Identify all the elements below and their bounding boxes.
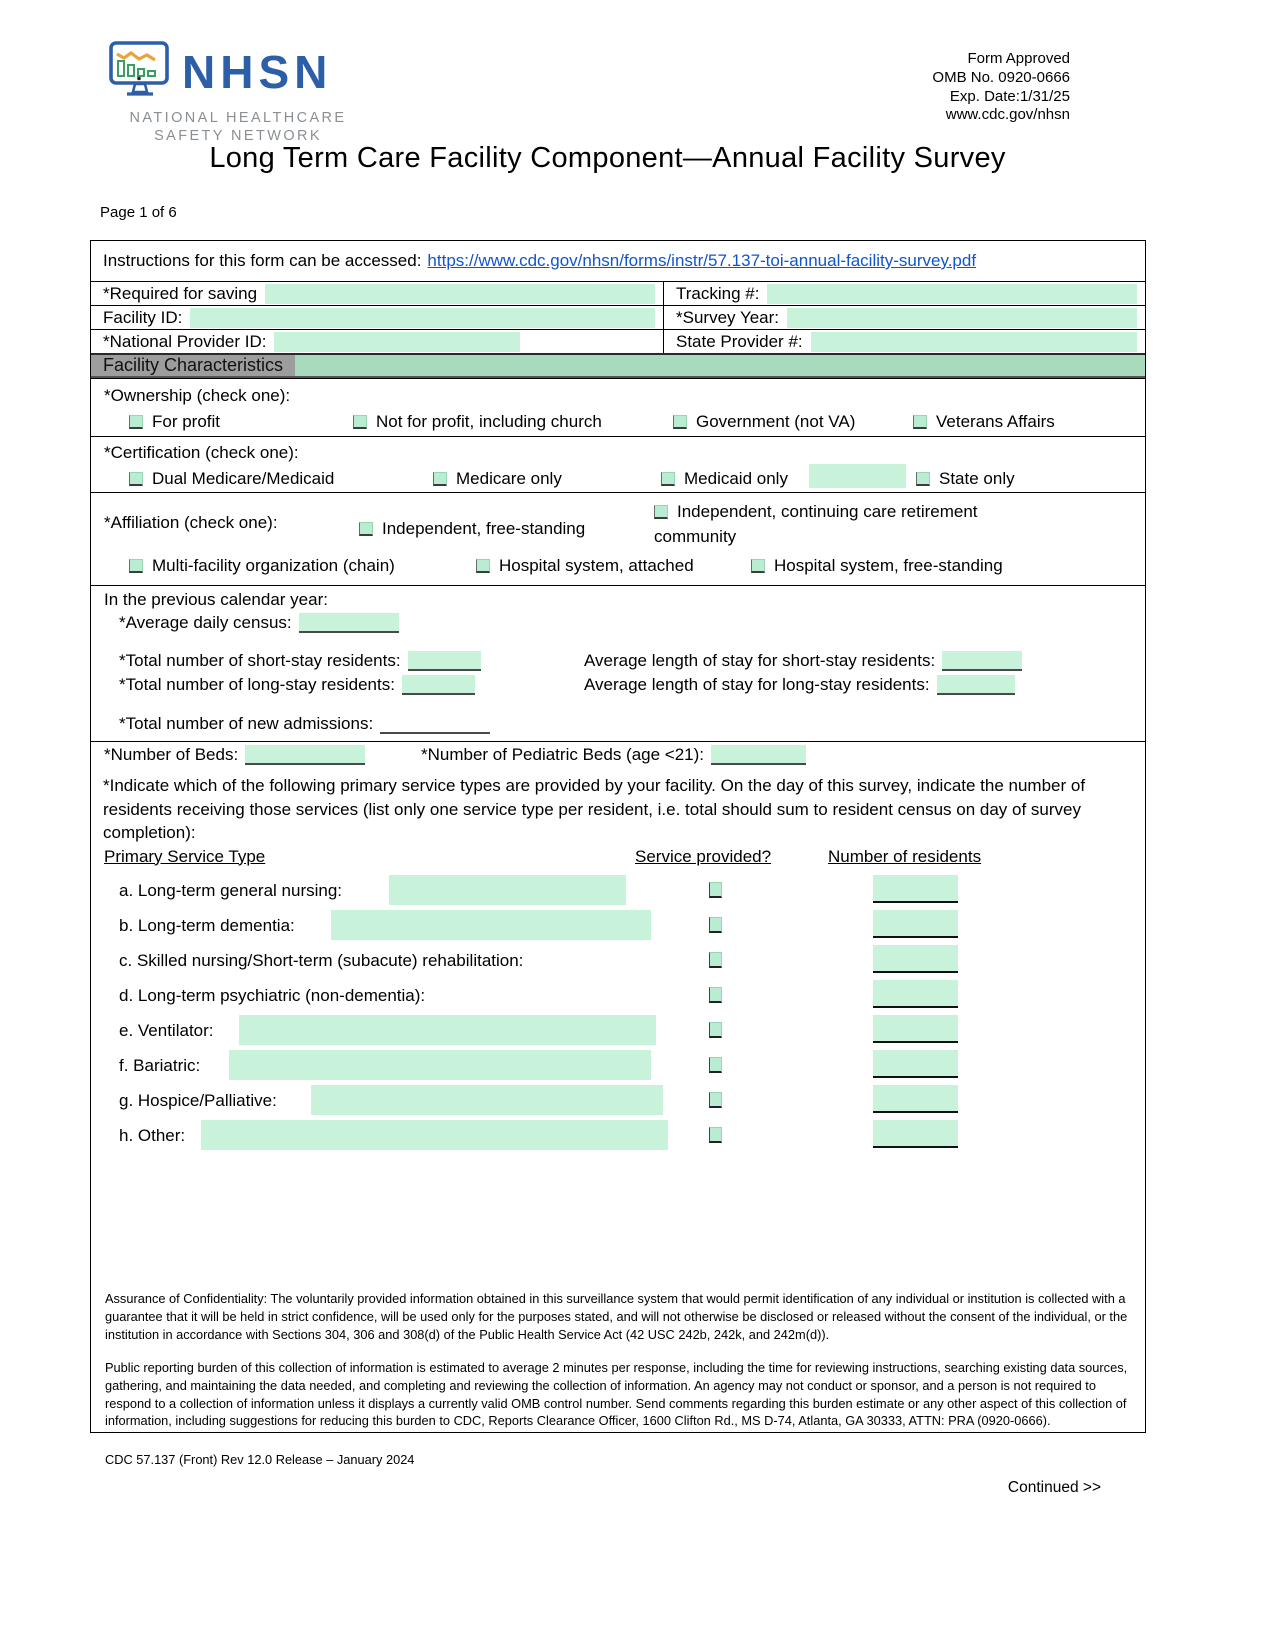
service-row-h — [91, 1118, 1145, 1153]
service-f-label: f. Bariatric: — [119, 1055, 201, 1075]
service-row-d — [91, 978, 1145, 1013]
tracking-number-input[interactable] — [767, 284, 1137, 304]
instructions-text: Instructions for this form can be accessed: — [103, 251, 422, 270]
long-stay-residents-input[interactable] — [402, 675, 475, 695]
facility-id-input[interactable] — [190, 308, 655, 328]
new-admissions-input[interactable] — [380, 714, 490, 734]
service-b-residents-input[interactable] — [873, 910, 958, 938]
service-a-detail-input[interactable] — [389, 875, 626, 905]
service-row-e — [91, 1013, 1145, 1048]
hospital-system-free-standing-label: Hospital system, free-standing — [774, 556, 1003, 575]
long-stay-residents-label: *Total number of long-stay residents: — [119, 675, 395, 694]
col-service-provided: Service provided? — [635, 846, 772, 866]
service-f-residents-input[interactable] — [873, 1050, 958, 1078]
service-row-f — [91, 1048, 1145, 1083]
service-c-provided-checkbox[interactable] — [709, 952, 722, 968]
service-c-label: c. Skilled nursing/Short-term (subacute) rehabilitation: — [119, 950, 524, 970]
medicare-only-label: Medicare only — [456, 469, 562, 488]
service-g-provided-checkbox[interactable] — [709, 1092, 722, 1108]
service-row-b — [91, 908, 1145, 943]
id-row — [91, 281, 1145, 305]
state-only-label: State only — [939, 469, 1015, 488]
logo-subtitle-line2: SAFETY NETWORK — [154, 128, 322, 145]
previous-year-section — [91, 585, 1145, 741]
continued-text: Continued >> — [1007, 1479, 1101, 1497]
hospital-system-attached-label: Hospital system, attached — [499, 556, 694, 575]
survey-year-input[interactable] — [787, 308, 1137, 328]
state-only-checkbox[interactable] — [916, 472, 930, 486]
service-h-detail-input[interactable] — [201, 1120, 668, 1150]
service-a-label: a. Long-term general nursing: — [119, 880, 343, 900]
hospital-system-free-standing-checkbox[interactable] — [751, 559, 765, 573]
independent-ccrc-checkbox[interactable] — [654, 505, 668, 519]
service-b-label: b. Long-term dementia: — [119, 915, 295, 935]
previous-year-heading: In the previous calendar year: — [104, 590, 328, 609]
veterans-affairs-checkbox[interactable] — [913, 415, 927, 429]
average-daily-census-input[interactable] — [299, 613, 399, 633]
ownership-label: *Ownership (check one): — [104, 386, 291, 405]
multi-facility-chain-label: Multi-facility organization (chain) — [152, 556, 395, 575]
service-e-residents-input[interactable] — [873, 1015, 958, 1043]
service-row-a — [91, 873, 1145, 908]
service-d-label: d. Long-term psychiatric (non-dementia): — [119, 985, 426, 1005]
monitor-chart-icon — [108, 40, 172, 103]
service-row-g — [91, 1083, 1145, 1118]
service-g-detail-input[interactable] — [311, 1085, 663, 1115]
approval-line: Exp. Date:1/31/25 — [949, 87, 1070, 105]
required-for-saving-input[interactable] — [265, 284, 655, 304]
page-indicator: Page 1 of 6 — [100, 204, 177, 221]
service-c-residents-input[interactable] — [873, 945, 958, 973]
section-header-facility-characteristics — [91, 353, 1145, 378]
pediatric-beds-input[interactable] — [711, 745, 806, 765]
dual-medicare-medicaid-checkbox[interactable] — [129, 472, 143, 486]
number-of-beds-label: *Number of Beds: — [104, 745, 239, 764]
service-g-label: g. Hospice/Palliative: — [119, 1090, 277, 1110]
government-not-va-checkbox[interactable] — [673, 415, 687, 429]
dual-medicare-medicaid-label: Dual Medicare/Medicaid — [152, 469, 335, 488]
short-stay-alos-input[interactable] — [942, 651, 1022, 671]
independent-ccrc-label: Independent, continuing care retirement community — [654, 502, 978, 546]
service-e-detail-input[interactable] — [239, 1015, 656, 1045]
short-stay-alos-label: Average length of stay for short-stay residents: — [584, 651, 936, 670]
instructions-link[interactable]: https://www.cdc.gov/nhsn/forms/instr/57.137-toi-annual-facility-survey.pdf — [427, 251, 977, 270]
service-a-residents-input[interactable] — [873, 875, 958, 903]
independent-free-standing-checkbox[interactable] — [359, 522, 373, 536]
independent-free-standing-label: Independent, free-standing — [382, 519, 586, 538]
pediatric-beds-label: *Number of Pediatric Beds (age <21): — [421, 745, 705, 764]
service-g-residents-input[interactable] — [873, 1085, 958, 1113]
services-table-header — [91, 847, 1145, 873]
service-d-provided-checkbox[interactable] — [709, 987, 722, 1003]
required-for-saving-label: *Required for saving — [103, 283, 258, 303]
approval-line: www.cdc.gov/nhsn — [945, 106, 1070, 124]
short-stay-residents-label: *Total number of short-stay residents: — [119, 651, 401, 670]
service-h-provided-checkbox[interactable] — [709, 1127, 722, 1143]
affiliation-label: *Affiliation (check one): — [104, 513, 278, 532]
form-id-text: CDC 57.137 (Front) Rev 12.0 Release – January 2024 — [105, 1452, 415, 1468]
logo-subtitle-line1: NATIONAL HEALTHCARE — [129, 110, 347, 126]
ownership-section — [91, 378, 1145, 436]
medicaid-only-label: Medicaid only — [684, 469, 788, 488]
medicaid-only-input[interactable] — [809, 464, 906, 488]
short-stay-residents-input[interactable] — [408, 651, 481, 671]
reporting-burden-text: Public reporting burden of this collection of information is estimated to average 2 minutes per response, including the time for reviewing instructions, searching existing data sources, gathering, and maintaining the data needed, and completing and reviewing the collection of information. An agency may not conduct or sponsor, and a person is not required to respond to a collection of information unless it displays a currently valid OMB control number. Send comments regarding this burden estimate or any other aspect of this collection of information, including suggestions for reducing this burden to CDC, Reports Clearance Officer, 1600 Clifton Rd., MS D-74, Atlanta, GA 30333, ATTN: PRA (0920-0666). — [105, 1359, 1128, 1429]
average-daily-census-label: *Average daily census: — [119, 613, 292, 632]
medicare-only-checkbox[interactable] — [433, 472, 447, 486]
id-row — [91, 329, 1145, 353]
hospital-system-attached-checkbox[interactable] — [476, 559, 490, 573]
new-admissions-label: *Total number of new admissions: — [119, 714, 374, 733]
for-profit-label: For profit — [152, 412, 221, 431]
approval-line: OMB No. 0920-0666 — [932, 68, 1070, 86]
for-profit-checkbox[interactable] — [129, 415, 143, 429]
col-primary-service-type: Primary Service Type — [104, 846, 266, 866]
service-b-detail-input[interactable] — [331, 910, 651, 940]
page-title: Long Term Care Facility Component—Annual Facility Survey — [209, 142, 1006, 174]
service-f-detail-input[interactable] — [229, 1050, 651, 1080]
certification-section — [91, 436, 1145, 492]
number-of-beds-input[interactable] — [245, 745, 365, 765]
state-provider-label: State Provider #: — [676, 331, 803, 351]
long-stay-alos-label: Average length of stay for long-stay residents: — [584, 675, 930, 694]
service-a-provided-checkbox[interactable] — [709, 882, 722, 898]
col-number-of-residents: Number of residents — [828, 846, 982, 866]
confidentiality-text: Assurance of Confidentiality: The voluntarily provided information obtained in this surveillance system that would permit identification of any individual or institution is collected with a guarantee that it will be held in strict confidence, will be used only for the purposes stated, and will not otherwise be disclosed or released without the consent of the individual, or the institution in accordance with Sections 304, 306 and 308(d) of the Public Health Service Act (42 USC 242b, 242k, and 242m(d)). — [105, 1291, 1128, 1342]
national-provider-id-label: *National Provider ID: — [103, 331, 267, 351]
service-h-label: h. Other: — [119, 1125, 186, 1145]
government-not-va-label: Government (not VA) — [696, 412, 856, 431]
tracking-number-label: Tracking #: — [676, 283, 760, 303]
not-for-profit-label: Not for profit, including church — [376, 412, 602, 431]
nhsn-logo — [108, 40, 368, 145]
service-row-c — [91, 943, 1145, 978]
service-h-residents-input[interactable] — [873, 1120, 958, 1148]
facility-id-label: Facility ID: — [103, 307, 183, 327]
state-provider-input[interactable] — [811, 332, 1137, 352]
beds-and-services-section — [91, 741, 1145, 1233]
service-e-label: e. Ventilator: — [119, 1020, 214, 1040]
service-e-provided-checkbox[interactable] — [709, 1022, 722, 1038]
service-f-provided-checkbox[interactable] — [709, 1057, 722, 1073]
logo-acronym: NHSN — [182, 45, 333, 98]
affiliation-section — [91, 492, 1145, 585]
service-d-residents-input[interactable] — [873, 980, 958, 1008]
long-stay-alos-input[interactable] — [937, 675, 1015, 695]
services-intro: *Indicate which of the following primary service types are provided by your facility. On the day of this survey, indicate the number of residents receiving those services (list only one service type per resident, i.e. total should sum to resident census on day of survey completion): — [103, 776, 1086, 842]
id-row — [91, 305, 1145, 329]
form-approval-block — [932, 50, 1070, 125]
not-for-profit-checkbox[interactable] — [353, 415, 367, 429]
service-b-provided-checkbox[interactable] — [709, 917, 722, 933]
national-provider-id-input[interactable] — [274, 332, 520, 352]
form-body — [90, 240, 1146, 1497]
approval-line: Form Approved — [967, 50, 1070, 67]
section-header-label: Facility Characteristics — [91, 355, 295, 376]
survey-year-label: *Survey Year: — [676, 307, 780, 327]
certification-label: *Certification (check one): — [104, 443, 299, 462]
multi-facility-chain-checkbox[interactable] — [129, 559, 143, 573]
medicaid-only-checkbox[interactable] — [661, 472, 675, 486]
veterans-affairs-label: Veterans Affairs — [936, 412, 1055, 431]
